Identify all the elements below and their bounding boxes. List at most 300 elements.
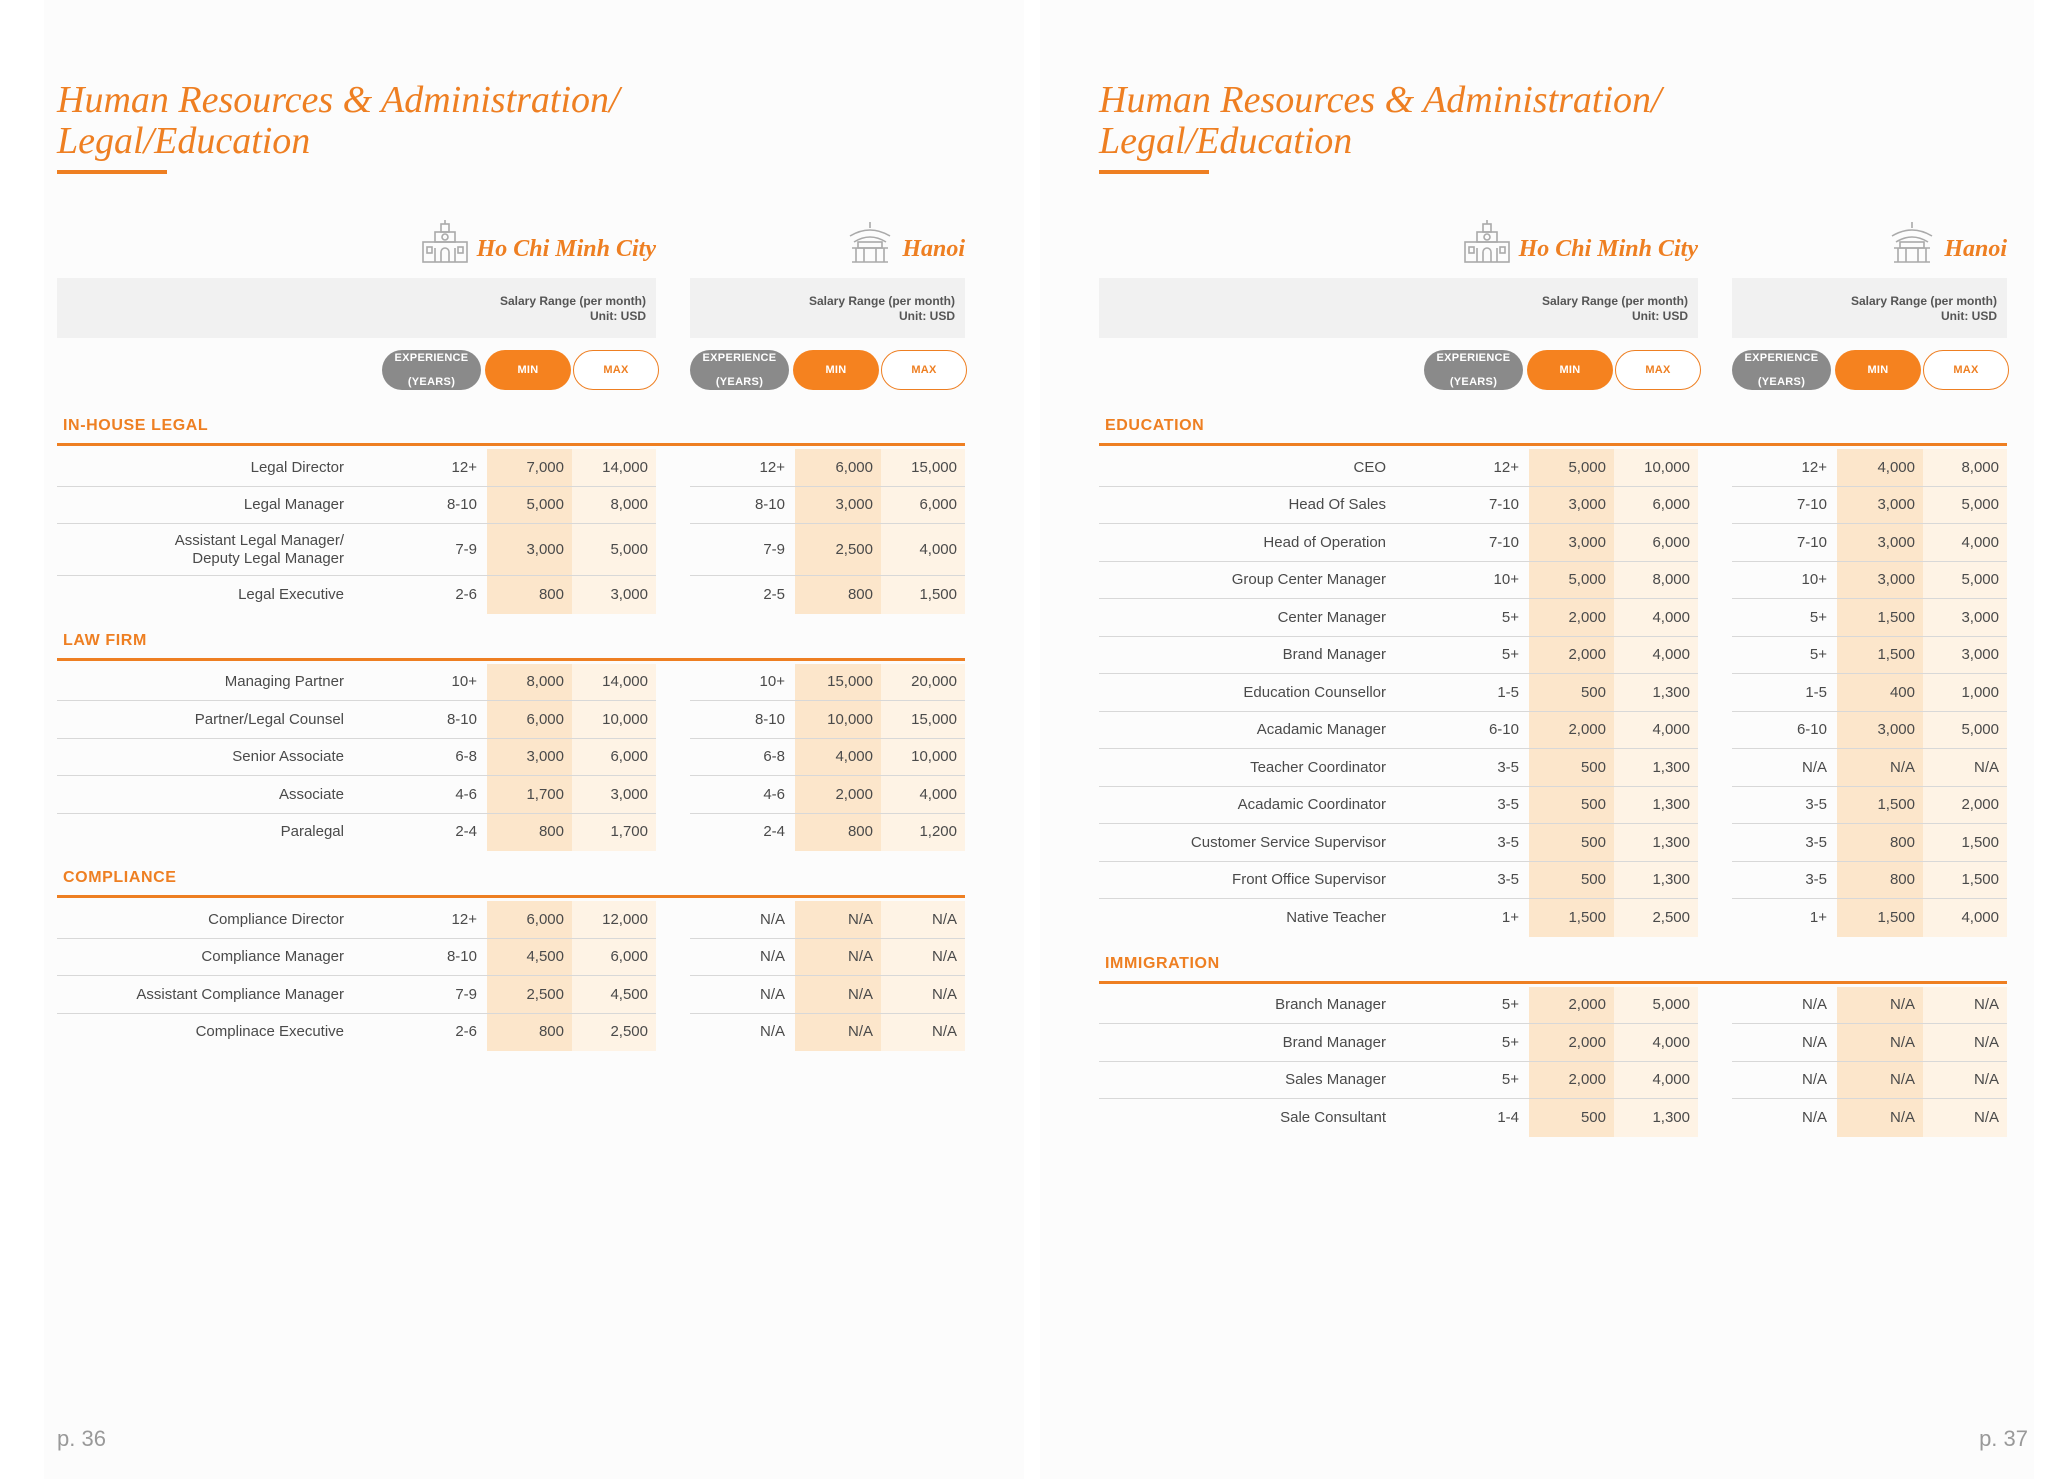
experience-value-hcm: 10+: [451, 673, 477, 691]
min-salary-value-hn: 1,500: [1877, 796, 1915, 814]
min-salary-value-hn: 400: [1889, 683, 1915, 701]
salary-range-box-hn: [1732, 278, 2007, 338]
max-salary-value-hcm: 1,300: [1652, 683, 1690, 701]
row-divider: [690, 975, 965, 976]
min-salary-value-hcm: 1,700: [526, 785, 564, 803]
max-salary-value-hcm: 12,000: [602, 910, 648, 928]
min-salary-value-hn: 800: [1889, 871, 1915, 889]
min-salary-value-hcm: 500: [1580, 833, 1606, 851]
max-salary-value-hcm: 4,000: [1652, 608, 1690, 626]
experience-value-hn: 12+: [759, 458, 785, 476]
experience-value-hn: N/A: [1801, 1071, 1827, 1089]
max-salary-value-hn: N/A: [1973, 1033, 1999, 1051]
max-salary-value-hn: N/A: [1973, 1108, 1999, 1126]
min-salary-value-hn: 1,500: [1877, 608, 1915, 626]
min-salary-value-hn: N/A: [1889, 1108, 1915, 1126]
max-salary-value-hcm: 8,000: [1652, 571, 1690, 589]
row-divider: [1732, 861, 2007, 862]
min-salary-value-hn: 4,000: [1877, 458, 1915, 476]
min-salary-value-hn: 15,000: [827, 673, 873, 691]
role-label-line: Assistant Legal Manager/: [174, 532, 344, 549]
experience-header-pill: [1424, 350, 1523, 390]
pagoda-gate-icon: [846, 220, 894, 264]
experience-value-hn: 12+: [1801, 458, 1827, 476]
city-name-hcm: Ho Chi Minh City: [476, 236, 656, 262]
max-salary-value-hn: N/A: [1973, 1071, 1999, 1089]
experience-value-hn: N/A: [759, 985, 785, 1003]
max-salary-value-hn: 4,000: [919, 785, 957, 803]
experience-value-hcm: 7-10: [1488, 533, 1519, 551]
experience-value-hcm: 1+: [1501, 908, 1519, 926]
experience-value-hn: 3-5: [1805, 833, 1827, 851]
experience-value-hn: 8-10: [754, 496, 785, 514]
city-hall-building-icon: [1463, 220, 1511, 264]
row-divider: [1732, 823, 2007, 824]
experience-header-pill: [690, 350, 789, 390]
experience-value-hn: 1-5: [1805, 683, 1827, 701]
max-salary-value-hcm: 4,000: [1652, 1033, 1690, 1051]
experience-header-text: EXPERIENCE: [394, 352, 469, 364]
experience-value-hcm: 12+: [451, 458, 477, 476]
max-salary-value-hn: 3,000: [1961, 608, 1999, 626]
min-salary-value-hcm: 2,000: [1568, 1071, 1606, 1089]
row-divider: [690, 486, 965, 487]
min-header-pill: MIN: [485, 350, 571, 390]
salary-range-text: Salary Range (per month): [1850, 294, 1997, 308]
row-divider: [690, 813, 965, 814]
row-divider: [57, 700, 656, 701]
experience-value-hn: 3-5: [1805, 871, 1827, 889]
min-salary-value-hcm: 500: [1580, 796, 1606, 814]
max-salary-value-hcm: 6,000: [610, 748, 648, 766]
row-divider: [690, 775, 965, 776]
role-label-line: Partner/Legal Counsel: [194, 710, 344, 728]
experience-value-hn: 4-6: [763, 785, 785, 803]
max-salary-value-hcm: 2,500: [1652, 908, 1690, 926]
row-divider: [1732, 786, 2007, 787]
experience-value-hcm: 5+: [1501, 1033, 1519, 1051]
role-label: [1243, 684, 1386, 702]
row-divider: [1732, 561, 2007, 562]
row-divider: [1732, 1098, 2007, 1099]
min-salary-value-hcm: 5,000: [1568, 571, 1606, 589]
max-salary-value-hcm: 1,300: [1652, 796, 1690, 814]
max-salary-value-hcm: 14,000: [602, 673, 648, 691]
max-salary-value-hn: 1,500: [1961, 871, 1999, 889]
role-label-line: Deputy Legal Manager: [192, 550, 344, 567]
min-salary-value-hn: 1,500: [1877, 908, 1915, 926]
min-salary-value-hcm: 800: [538, 1023, 564, 1041]
salary-range-box-hcm: [57, 278, 656, 338]
min-salary-value-hcm: 7,000: [526, 458, 564, 476]
row-divider: [1099, 823, 1698, 824]
role-label-line: CEO: [1353, 458, 1386, 476]
page-37: [1040, 0, 2048, 1479]
salary-range-label: [1542, 294, 1688, 324]
experience-value-hn: N/A: [759, 1023, 785, 1041]
row-divider: [57, 775, 656, 776]
min-salary-value-hn: 2,000: [835, 785, 873, 803]
max-salary-value-hcm: 1,300: [1652, 871, 1690, 889]
experience-value-hcm: 10+: [1493, 571, 1519, 589]
max-salary-value-hn: 5,000: [1961, 721, 1999, 739]
salary-unit-text: Unit: USD: [1941, 309, 1997, 323]
role-label-line: Group Center Manager: [1231, 571, 1386, 589]
min-salary-value-hcm: 2,000: [1568, 996, 1606, 1014]
role-label-line: Customer Service Supervisor: [1190, 833, 1386, 851]
row-divider: [1732, 711, 2007, 712]
max-salary-value-hcm: 1,300: [1652, 758, 1690, 776]
city-name-hn: Hanoi: [1944, 236, 2007, 262]
role-label: [1280, 1109, 1386, 1127]
role-label: [1353, 459, 1386, 477]
max-salary-value-hn: 1,000: [1961, 683, 1999, 701]
role-label: [1285, 1071, 1386, 1089]
row-divider: [1099, 1098, 1698, 1099]
min-header-pill: MIN: [1527, 350, 1613, 390]
role-label: [238, 586, 344, 604]
min-salary-value-hn: 10,000: [827, 710, 873, 728]
role-label: [1283, 1034, 1386, 1052]
min-salary-value-hn: N/A: [847, 985, 873, 1003]
row-divider: [690, 738, 965, 739]
max-salary-value-hcm: 3,000: [610, 785, 648, 803]
max-salary-value-hn: 20,000: [911, 673, 957, 691]
role-label-line: Compliance Director: [208, 910, 344, 928]
min-header-pill: MIN: [793, 350, 879, 390]
role-label: [1263, 534, 1386, 552]
min-salary-value-hn: 3,000: [1877, 496, 1915, 514]
experience-value-hcm: 12+: [1493, 458, 1519, 476]
salary-range-text: Salary Range (per month): [1541, 294, 1688, 308]
row-divider: [1732, 1023, 2007, 1024]
min-salary-value-hn: 3,000: [835, 496, 873, 514]
experience-header-unit: (YEARS): [715, 376, 764, 388]
max-salary-value-hcm: 4,000: [1652, 1071, 1690, 1089]
experience-value-hcm: 5+: [1501, 996, 1519, 1014]
max-salary-value-hcm: 1,300: [1652, 833, 1690, 851]
row-divider: [690, 523, 965, 524]
min-salary-value-hcm: 2,000: [1568, 721, 1606, 739]
row-divider: [1099, 486, 1698, 487]
max-header-pill: MAX: [573, 350, 659, 390]
min-salary-value-hn: N/A: [1889, 996, 1915, 1014]
max-salary-value-hcm: 6,000: [610, 948, 648, 966]
experience-value-hcm: 1-4: [1497, 1108, 1519, 1126]
min-salary-value-hn: 1,500: [1877, 646, 1915, 664]
role-label-line: Senior Associate: [232, 748, 344, 766]
experience-value-hn: N/A: [759, 948, 785, 966]
max-salary-value-hcm: 1,700: [610, 823, 648, 841]
row-divider: [57, 813, 656, 814]
experience-value-hn: 5+: [1809, 646, 1827, 664]
min-salary-value-hcm: 500: [1580, 683, 1606, 701]
role-label-line: Associate: [278, 785, 344, 803]
max-salary-value-hcm: 5,000: [610, 541, 648, 558]
max-salary-value-hn: 5,000: [1961, 496, 1999, 514]
section-divider: [57, 443, 965, 446]
row-divider: [690, 1013, 965, 1014]
experience-value-hcm: 6-8: [455, 748, 477, 766]
experience-value-hcm: 2-4: [455, 823, 477, 841]
city-header-hn: [846, 220, 965, 264]
title-underline: [1099, 170, 1209, 174]
max-salary-value-hn: 4,000: [919, 541, 957, 558]
row-divider: [57, 1013, 656, 1014]
role-label: [1238, 796, 1386, 814]
max-salary-value-hn: N/A: [1973, 996, 1999, 1014]
experience-value-hn: 3-5: [1805, 796, 1827, 814]
max-salary-value-hcm: 10,000: [1644, 458, 1690, 476]
min-salary-value-hcm: 800: [538, 585, 564, 603]
experience-header-text: EXPERIENCE: [1744, 352, 1819, 364]
max-salary-value-hn: 6,000: [919, 496, 957, 514]
min-salary-value-hn: N/A: [847, 948, 873, 966]
role-label-line: Complinace Executive: [195, 1023, 344, 1041]
max-salary-value-hn: 10,000: [911, 748, 957, 766]
role-label-line: Sales Manager: [1285, 1071, 1386, 1089]
max-salary-value-hn: 15,000: [911, 710, 957, 728]
row-divider: [57, 486, 656, 487]
role-label: [1288, 496, 1386, 514]
min-salary-value-hcm: 3,000: [526, 541, 564, 558]
experience-header-unit: (YEARS): [407, 376, 456, 388]
min-salary-value-hcm: 3,000: [526, 748, 564, 766]
role-label-line: Legal Executive: [238, 585, 344, 603]
row-divider: [690, 575, 965, 576]
max-salary-value-hn: 8,000: [1961, 458, 1999, 476]
city-name-hcm: Ho Chi Minh City: [1518, 236, 1698, 262]
experience-value-hcm: 5+: [1501, 646, 1519, 664]
max-salary-value-hcm: 4,000: [1652, 646, 1690, 664]
experience-value-hcm: 4-6: [455, 785, 477, 803]
experience-value-hcm: 8-10: [446, 948, 477, 966]
salary-range-label: [1851, 294, 1997, 324]
city-header-hcm: [1463, 220, 1698, 264]
experience-value-hcm: 2-6: [455, 585, 477, 603]
row-divider: [1099, 673, 1698, 674]
max-salary-value-hn: 4,000: [1961, 533, 1999, 551]
experience-value-hn: 7-9: [763, 541, 785, 558]
max-salary-value-hn: N/A: [931, 948, 957, 966]
max-salary-value-hn: 2,000: [1961, 796, 1999, 814]
section-divider: [57, 895, 965, 898]
role-label: [244, 496, 344, 514]
role-label: [1191, 834, 1386, 852]
page-title: [1099, 80, 1662, 162]
min-salary-value-hcm: 2,000: [1568, 1033, 1606, 1051]
role-label: [1275, 996, 1386, 1014]
experience-value-hn: 2-5: [763, 585, 785, 603]
role-label-line: Head of Operation: [1263, 533, 1386, 551]
pagoda-gate-icon: [1888, 220, 1936, 264]
experience-value-hcm: 7-9: [455, 541, 477, 558]
role-label-line: Teacher Coordinator: [1250, 758, 1386, 776]
role-label: [195, 711, 344, 729]
role-label: [1232, 871, 1386, 889]
role-label-line: Front Office Supervisor: [1232, 871, 1386, 889]
row-divider: [1732, 748, 2007, 749]
min-salary-value-hcm: 2,500: [526, 985, 564, 1003]
role-label: [232, 748, 344, 766]
experience-value-hn: N/A: [1801, 1033, 1827, 1051]
role-label-line: Assistant Compliance Manager: [136, 985, 344, 1003]
role-label: [1232, 571, 1386, 589]
min-salary-value-hn: N/A: [1889, 1071, 1915, 1089]
row-divider: [57, 975, 656, 976]
min-salary-value-hcm: 3,000: [1568, 496, 1606, 514]
min-header-pill: MIN: [1835, 350, 1921, 390]
salary-range-box-hn: [690, 278, 965, 338]
row-divider: [1099, 598, 1698, 599]
role-label: [201, 948, 344, 966]
experience-value-hcm: 1-5: [1497, 683, 1519, 701]
role-label: [1257, 721, 1386, 739]
min-salary-value-hn: 3,000: [1877, 721, 1915, 739]
max-salary-value-hn: N/A: [1973, 758, 1999, 776]
city-header-hcm: [421, 220, 656, 264]
row-divider: [690, 700, 965, 701]
role-label-line: Paralegal: [280, 823, 344, 841]
experience-header-pill: [1732, 350, 1831, 390]
max-salary-value-hn: 1,500: [1961, 833, 1999, 851]
role-label-line: Center Manager: [1277, 608, 1386, 626]
row-divider: [1732, 898, 2007, 899]
max-salary-value-hcm: 8,000: [610, 496, 648, 514]
experience-value-hcm: 5+: [1501, 1071, 1519, 1089]
role-label: [225, 673, 344, 691]
role-label: [136, 986, 344, 1004]
min-salary-value-hcm: 4,500: [526, 948, 564, 966]
min-salary-value-hn: N/A: [1889, 758, 1915, 776]
min-salary-value-hcm: 500: [1580, 758, 1606, 776]
section-heading: LAW FIRM: [63, 631, 147, 649]
row-divider: [1099, 636, 1698, 637]
max-salary-value-hcm: 6,000: [1652, 496, 1690, 514]
experience-value-hn: 10+: [1801, 571, 1827, 589]
role-label: [1286, 909, 1386, 927]
row-divider: [1099, 786, 1698, 787]
experience-value-hcm: 5+: [1501, 608, 1519, 626]
experience-value-hcm: 8-10: [446, 496, 477, 514]
min-salary-value-hn: 6,000: [835, 458, 873, 476]
min-salary-value-hcm: 6,000: [526, 710, 564, 728]
max-salary-value-hcm: 4,000: [1652, 721, 1690, 739]
experience-value-hcm: 6-10: [1488, 721, 1519, 739]
section-heading: EDUCATION: [1105, 417, 1205, 434]
experience-value-hn: 7-10: [1796, 533, 1827, 551]
experience-header-text: EXPERIENCE: [702, 352, 777, 364]
min-salary-value-hcm: 5,000: [526, 496, 564, 514]
section-heading: IN-HOUSE LEGAL: [63, 417, 209, 434]
experience-value-hcm: 3-5: [1497, 758, 1519, 776]
salary-range-text: Salary Range (per month): [808, 294, 955, 308]
section-divider: [1099, 981, 2007, 984]
experience-value-hn: 2-4: [763, 823, 785, 841]
experience-value-hcm: 8-10: [446, 710, 477, 728]
salary-unit-text: Unit: USD: [590, 309, 646, 323]
max-salary-value-hn: N/A: [931, 910, 957, 928]
max-header-pill: MAX: [1923, 350, 2009, 390]
salary-unit-text: Unit: USD: [899, 309, 955, 323]
salary-range-label: [809, 294, 955, 324]
experience-header-unit: (YEARS): [1757, 376, 1806, 388]
page-title-line-1: Human Resources & Administration/: [1099, 79, 1662, 121]
experience-header-text: EXPERIENCE: [1436, 352, 1511, 364]
min-salary-value-hn: 800: [847, 823, 873, 841]
row-divider: [1732, 523, 2007, 524]
max-salary-value-hn: 4,000: [1961, 908, 1999, 926]
experience-value-hn: 10+: [759, 673, 785, 691]
row-divider: [1732, 598, 2007, 599]
page-title-line-2: Legal/Education: [1099, 120, 1353, 162]
section-heading: COMPLIANCE: [63, 869, 177, 886]
max-salary-value-hn: 5,000: [1961, 571, 1999, 589]
row-divider: [1099, 561, 1698, 562]
row-divider: [1099, 748, 1698, 749]
role-label: [175, 532, 344, 568]
max-salary-value-hcm: 1,300: [1652, 1108, 1690, 1126]
role-label-line: Legal Director: [250, 458, 344, 476]
min-salary-value-hn: 800: [847, 585, 873, 603]
role-label-line: Brand Manager: [1282, 646, 1386, 664]
role-label-line: Acadamic Coordinator: [1237, 796, 1386, 814]
page-title: [57, 80, 620, 162]
max-header-pill: MAX: [881, 350, 967, 390]
experience-value-hn: 6-8: [763, 748, 785, 766]
page-title-line-1: Human Resources & Administration/: [57, 79, 620, 121]
row-divider: [1732, 636, 2007, 637]
role-label-line: Education Counsellor: [1243, 683, 1386, 701]
role-label: [281, 823, 344, 841]
max-salary-value-hn: 15,000: [911, 458, 957, 476]
experience-value-hn: 7-10: [1796, 496, 1827, 514]
min-salary-value-hcm: 8,000: [526, 673, 564, 691]
max-salary-value-hn: 1,200: [919, 823, 957, 841]
max-salary-value-hcm: 3,000: [610, 585, 648, 603]
min-salary-value-hcm: 1,500: [1568, 908, 1606, 926]
role-label-line: Branch Manager: [1275, 996, 1386, 1014]
row-divider: [1099, 1061, 1698, 1062]
experience-value-hn: N/A: [1801, 1108, 1827, 1126]
experience-value-hcm: 3-5: [1497, 833, 1519, 851]
role-label-line: Native Teacher: [1286, 908, 1386, 926]
role-label-line: Managing Partner: [224, 673, 344, 691]
max-salary-value-hn: 3,000: [1961, 646, 1999, 664]
row-divider: [57, 938, 656, 939]
experience-value-hn: 6-10: [1796, 721, 1827, 739]
page-number: p. 37: [1979, 1426, 2028, 1451]
row-divider: [1099, 861, 1698, 862]
experience-header-unit: (YEARS): [1449, 376, 1498, 388]
role-label-line: Compliance Manager: [201, 948, 344, 966]
min-salary-value-hn: 3,000: [1877, 533, 1915, 551]
page-number: p. 36: [57, 1426, 106, 1451]
section-heading: IMMIGRATION: [1105, 954, 1220, 972]
experience-value-hn: N/A: [1801, 758, 1827, 776]
city-header-hn: [1888, 220, 2007, 264]
row-divider: [57, 575, 656, 576]
min-salary-value-hcm: 5,000: [1568, 458, 1606, 476]
role-label: [1250, 759, 1386, 777]
experience-value-hn: 5+: [1809, 608, 1827, 626]
experience-value-hn: 8-10: [754, 710, 785, 728]
role-label: [279, 786, 344, 804]
row-divider: [1732, 1061, 2007, 1062]
row-divider: [1732, 673, 2007, 674]
experience-value-hn: 1+: [1809, 908, 1827, 926]
city-hall-building-icon: [421, 220, 469, 264]
